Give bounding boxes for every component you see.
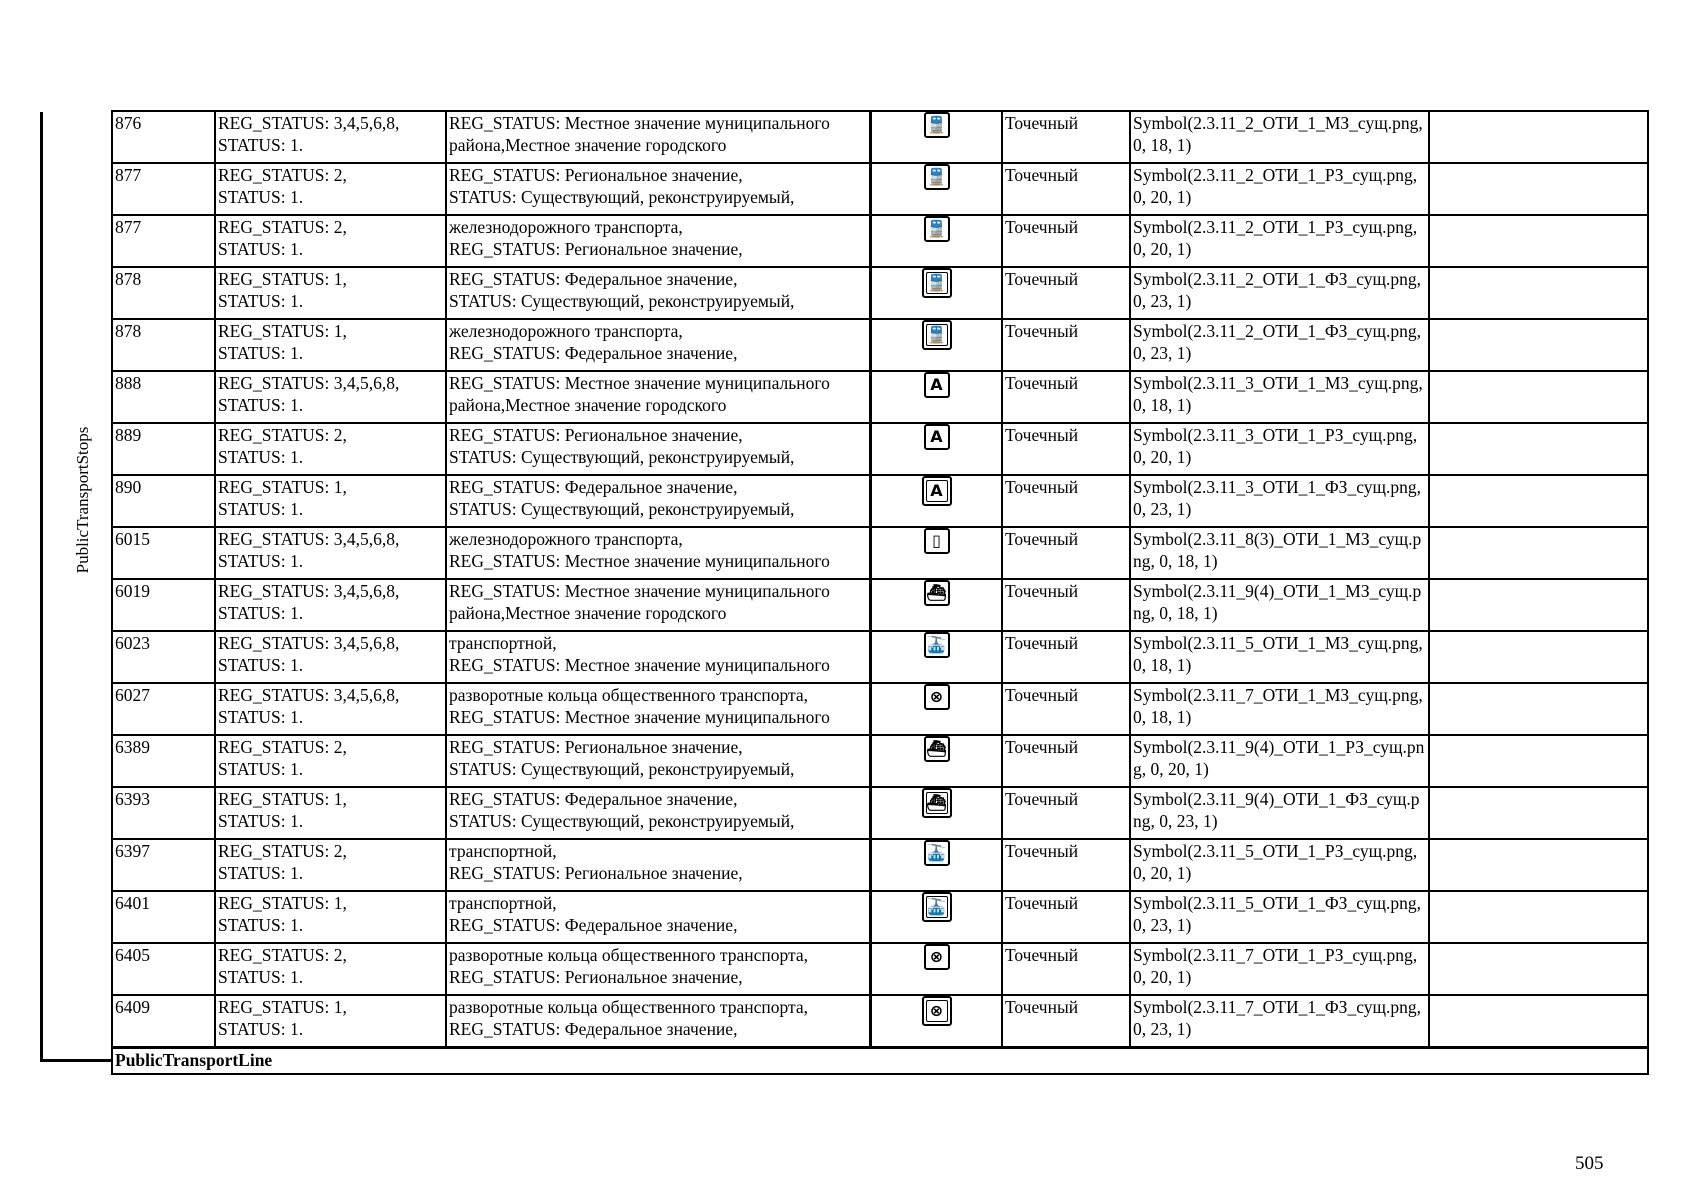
filter-line: REG_STATUS: 2,: [218, 217, 347, 237]
description-line: REG_STATUS: Федеральное значение,: [449, 915, 738, 935]
row-filter: [215, 787, 446, 839]
filter-line: STATUS: 1.: [218, 707, 304, 727]
table-row: [112, 319, 1648, 371]
table-row: [112, 995, 1648, 1048]
description-line: REG_STATUS: Региональное значение,: [449, 737, 743, 757]
description-line: разворотные кольца общественного транспорта,: [449, 945, 809, 965]
filter-line: STATUS: 1.: [218, 1019, 304, 1039]
row-symbol-preview: [871, 215, 1002, 267]
row-symbol-preview: [871, 943, 1002, 995]
bus-stop-a-icon: A: [924, 424, 950, 450]
row-empty-cell: [1429, 163, 1648, 215]
bus-stop-a-icon: A: [922, 476, 952, 506]
description-line: STATUS: Существующий, реконструируемый,: [449, 499, 795, 519]
row-empty-cell: [1429, 111, 1648, 163]
row-symbol-spec: Symbol(2.3.11_2_ОТИ_1_РЗ_сущ.png, 0, 20, 1): [1130, 163, 1429, 215]
row-code: 6019: [112, 579, 215, 631]
row-filter: [215, 943, 446, 995]
row-filter: [215, 215, 446, 267]
row-geometry-type: Точечный: [1002, 423, 1130, 475]
description-line: железнодорожного транспорта,: [449, 217, 683, 237]
row-empty-cell: [1429, 319, 1648, 371]
row-symbol-spec: Symbol(2.3.11_7_ОТИ_1_МЗ_сущ.png, 0, 18, 1): [1130, 683, 1429, 735]
row-symbol-spec: Symbol(2.3.11_7_ОТИ_1_РЗ_сущ.png, 0, 20, 1): [1130, 943, 1429, 995]
filter-line: REG_STATUS: 3,4,5,6,8,: [218, 113, 400, 133]
row-code: 889: [112, 423, 215, 475]
table-row: [112, 163, 1648, 215]
train-icon: 🚆: [924, 112, 950, 138]
row-geometry-type: Точечный: [1002, 995, 1130, 1048]
filter-line: REG_STATUS: 2,: [218, 165, 347, 185]
row-code: 877: [112, 215, 215, 267]
row-description: [446, 891, 871, 943]
row-filter: [215, 319, 446, 371]
filter-line: STATUS: 1.: [218, 915, 304, 935]
row-filter: [215, 683, 446, 735]
row-geometry-type: Точечный: [1002, 579, 1130, 631]
row-symbol-preview: [871, 475, 1002, 527]
row-filter: [215, 371, 446, 423]
table-row: [112, 787, 1648, 839]
row-empty-cell: [1429, 527, 1648, 579]
description-line: разворотные кольца общественного транспорта,: [449, 685, 809, 705]
row-symbol-spec: Symbol(2.3.11_3_ОТИ_1_РЗ_сущ.png, 0, 20, 1): [1130, 423, 1429, 475]
row-description: [446, 319, 871, 371]
row-empty-cell: [1429, 891, 1648, 943]
row-symbol-preview: [871, 267, 1002, 319]
filter-line: STATUS: 1.: [218, 187, 304, 207]
description-line: STATUS: Существующий, реконструируемый,: [449, 447, 795, 467]
row-symbol-spec: Symbol(2.3.11_2_ОТИ_1_МЗ_сущ.png, 0, 18, 1): [1130, 111, 1429, 163]
row-geometry-type: Точечный: [1002, 319, 1130, 371]
row-symbol-spec: Symbol(2.3.11_8(3)_ОТИ_1_МЗ_сущ.png, 0, 18, 1): [1130, 527, 1429, 579]
description-line: транспортной,: [449, 633, 557, 653]
description-line: REG_STATUS: Региональное значение,: [449, 425, 743, 445]
row-empty-cell: [1429, 215, 1648, 267]
description-line: REG_STATUS: Местное значение муниципального: [449, 655, 830, 675]
row-symbol-preview: [871, 995, 1002, 1048]
description-line: района,Местное значение городского: [449, 395, 727, 415]
row-symbol-preview: [871, 423, 1002, 475]
row-empty-cell: [1429, 267, 1648, 319]
row-symbol-preview: [871, 787, 1002, 839]
row-symbol-spec: Symbol(2.3.11_5_ОТИ_1_ФЗ_сущ.png, 0, 23, 1): [1130, 891, 1429, 943]
filter-line: STATUS: 1.: [218, 655, 304, 675]
turnaround-loop-icon: ⊗: [924, 944, 950, 970]
row-filter: [215, 735, 446, 787]
row-symbol-preview: [871, 319, 1002, 371]
description-line: REG_STATUS: Федеральное значение,: [449, 789, 738, 809]
table-row: [112, 891, 1648, 943]
row-geometry-type: Точечный: [1002, 371, 1130, 423]
table-footer-row: [112, 1048, 1648, 1075]
filter-line: STATUS: 1.: [218, 863, 304, 883]
row-description: [446, 111, 871, 163]
row-geometry-type: Точечный: [1002, 111, 1130, 163]
description-line: REG_STATUS: Местное значение муниципального: [449, 551, 830, 571]
cable-car-icon: 🚠: [924, 632, 950, 658]
row-symbol-preview: [871, 683, 1002, 735]
row-geometry-type: Точечный: [1002, 631, 1130, 683]
row-symbol-spec: Symbol(2.3.11_9(4)_ОТИ_1_МЗ_сущ.png, 0, 18, 1): [1130, 579, 1429, 631]
table-row: [112, 943, 1648, 995]
row-code: 6389: [112, 735, 215, 787]
row-code: 6397: [112, 839, 215, 891]
bus-stop-a-icon: A: [924, 372, 950, 398]
description-line: района,Местное значение городского: [449, 603, 727, 623]
row-description: [446, 371, 871, 423]
table-row: [112, 527, 1648, 579]
description-line: REG_STATUS: Региональное значение,: [449, 967, 743, 987]
row-geometry-type: Точечный: [1002, 683, 1130, 735]
row-code: 6027: [112, 683, 215, 735]
filter-line: REG_STATUS: 3,4,5,6,8,: [218, 581, 400, 601]
row-symbol-preview: [871, 371, 1002, 423]
filter-line: STATUS: 1.: [218, 551, 304, 571]
row-symbol-spec: Symbol(2.3.11_3_ОТИ_1_МЗ_сущ.png, 0, 18, 1): [1130, 371, 1429, 423]
row-empty-cell: [1429, 683, 1648, 735]
description-line: района,Местное значение городского: [449, 135, 727, 155]
row-code: 888: [112, 371, 215, 423]
row-description: [446, 475, 871, 527]
table-row: [112, 371, 1648, 423]
row-code: 6015: [112, 527, 215, 579]
table-row: [112, 267, 1648, 319]
row-description: [446, 631, 871, 683]
row-empty-cell: [1429, 423, 1648, 475]
description-line: REG_STATUS: Региональное значение,: [449, 239, 743, 259]
table-row: [112, 683, 1648, 735]
row-description: [446, 163, 871, 215]
page-number: 505: [1575, 1153, 1604, 1174]
row-symbol-spec: Symbol(2.3.11_2_ОТИ_1_ФЗ_сущ.png, 0, 23, 1): [1130, 319, 1429, 371]
row-symbol-preview: [871, 163, 1002, 215]
filter-line: REG_STATUS: 3,4,5,6,8,: [218, 373, 400, 393]
row-empty-cell: [1429, 995, 1648, 1048]
filter-line: STATUS: 1.: [218, 499, 304, 519]
row-geometry-type: Точечный: [1002, 527, 1130, 579]
filter-line: STATUS: 1.: [218, 343, 304, 363]
filter-line: STATUS: 1.: [218, 291, 304, 311]
description-line: REG_STATUS: Местное значение муниципального: [449, 581, 830, 601]
filter-line: STATUS: 1.: [218, 967, 304, 987]
row-geometry-type: Точечный: [1002, 943, 1130, 995]
description-line: REG_STATUS: Местное значение муниципального: [449, 707, 830, 727]
symbol-table: [111, 110, 1649, 1075]
row-empty-cell: [1429, 579, 1648, 631]
row-filter: [215, 891, 446, 943]
row-symbol-spec: Symbol(2.3.11_9(4)_ОТИ_1_ФЗ_сущ.png, 0, 23, 1): [1130, 787, 1429, 839]
row-filter: [215, 631, 446, 683]
row-description: [446, 527, 871, 579]
row-geometry-type: Точечный: [1002, 475, 1130, 527]
description-line: REG_STATUS: Федеральное значение,: [449, 343, 738, 363]
row-geometry-type: Точечный: [1002, 891, 1130, 943]
row-symbol-spec: Symbol(2.3.11_5_ОТИ_1_РЗ_сущ.png, 0, 20, 1): [1130, 839, 1429, 891]
description-line: REG_STATUS: Местное значение муниципального: [449, 113, 830, 133]
row-code: 6401: [112, 891, 215, 943]
table-row: [112, 579, 1648, 631]
filter-line: REG_STATUS: 3,4,5,6,8,: [218, 633, 400, 653]
table-row: [112, 111, 1648, 163]
description-line: REG_STATUS: Федеральное значение,: [449, 477, 738, 497]
description-line: железнодорожного транспорта,: [449, 321, 683, 341]
row-description: [446, 267, 871, 319]
row-symbol-spec: Symbol(2.3.11_7_ОТИ_1_ФЗ_сущ.png, 0, 23, 1): [1130, 995, 1429, 1048]
filter-line: REG_STATUS: 2,: [218, 841, 347, 861]
filter-line: REG_STATUS: 1,: [218, 893, 347, 913]
train-icon: 🚆: [924, 216, 950, 242]
row-code: 6023: [112, 631, 215, 683]
description-line: REG_STATUS: Региональное значение,: [449, 165, 743, 185]
filter-line: REG_STATUS: 1,: [218, 997, 347, 1017]
row-symbol-preview: [871, 527, 1002, 579]
ferry-icon: ⛴: [922, 788, 952, 818]
footer-section-label: PublicTransportLine: [112, 1048, 1648, 1075]
row-symbol-spec: Symbol(2.3.11_2_ОТИ_1_ФЗ_сущ.png, 0, 23, 1): [1130, 267, 1429, 319]
filter-line: REG_STATUS: 1,: [218, 477, 347, 497]
row-filter: [215, 839, 446, 891]
filter-line: STATUS: 1.: [218, 811, 304, 831]
filter-line: REG_STATUS: 1,: [218, 789, 347, 809]
row-code: 6393: [112, 787, 215, 839]
row-code: 877: [112, 163, 215, 215]
filter-line: STATUS: 1.: [218, 603, 304, 623]
section-bracket-line: [40, 112, 43, 1062]
station-icon: ▯: [924, 528, 950, 554]
row-filter: [215, 111, 446, 163]
description-line: STATUS: Существующий, реконструируемый,: [449, 811, 795, 831]
row-symbol-spec: Symbol(2.3.11_3_ОТИ_1_ФЗ_сущ.png, 0, 23, 1): [1130, 475, 1429, 527]
row-code: 6405: [112, 943, 215, 995]
ferry-icon: ⛴: [924, 580, 950, 606]
row-empty-cell: [1429, 839, 1648, 891]
row-empty-cell: [1429, 475, 1648, 527]
description-line: железнодорожного транспорта,: [449, 529, 683, 549]
ferry-icon: ⛴: [924, 736, 950, 762]
description-line: транспортной,: [449, 893, 557, 913]
description-line: транспортной,: [449, 841, 557, 861]
row-symbol-preview: [871, 839, 1002, 891]
table-row: [112, 423, 1648, 475]
row-filter: [215, 475, 446, 527]
row-geometry-type: Точечный: [1002, 163, 1130, 215]
row-description: [446, 683, 871, 735]
section-label: PublicTransportStops: [73, 426, 92, 574]
row-filter: [215, 527, 446, 579]
row-description: [446, 839, 871, 891]
row-description: [446, 943, 871, 995]
table-row: [112, 735, 1648, 787]
row-symbol-spec: Symbol(2.3.11_2_ОТИ_1_РЗ_сущ.png, 0, 20, 1): [1130, 215, 1429, 267]
train-icon: 🚆: [924, 164, 950, 190]
description-line: REG_STATUS: Федеральное значение,: [449, 269, 738, 289]
table-body: [112, 111, 1648, 1048]
filter-line: STATUS: 1.: [218, 135, 304, 155]
row-filter: [215, 163, 446, 215]
table-row: [112, 215, 1648, 267]
row-filter: [215, 579, 446, 631]
row-code: 876: [112, 111, 215, 163]
row-filter: [215, 267, 446, 319]
row-geometry-type: Точечный: [1002, 215, 1130, 267]
row-code: 878: [112, 319, 215, 371]
row-empty-cell: [1429, 787, 1648, 839]
table-row: [112, 839, 1648, 891]
row-symbol-spec: Symbol(2.3.11_5_ОТИ_1_МЗ_сущ.png, 0, 18, 1): [1130, 631, 1429, 683]
filter-line: STATUS: 1.: [218, 395, 304, 415]
row-empty-cell: [1429, 371, 1648, 423]
description-line: разворотные кольца общественного транспорта,: [449, 997, 809, 1017]
filter-line: REG_STATUS: 3,4,5,6,8,: [218, 529, 400, 549]
row-geometry-type: Точечный: [1002, 267, 1130, 319]
turnaround-loop-icon: ⊗: [922, 996, 952, 1026]
filter-line: STATUS: 1.: [218, 447, 304, 467]
description-line: STATUS: Существующий, реконструируемый,: [449, 759, 795, 779]
description-line: REG_STATUS: Региональное значение,: [449, 863, 743, 883]
row-empty-cell: [1429, 735, 1648, 787]
filter-line: STATUS: 1.: [218, 759, 304, 779]
filter-line: REG_STATUS: 3,4,5,6,8,: [218, 685, 400, 705]
row-description: [446, 579, 871, 631]
section-bracket-bottom: [40, 1059, 112, 1062]
train-icon: 🚆: [922, 320, 952, 350]
row-description: [446, 423, 871, 475]
row-filter: [215, 423, 446, 475]
description-line: REG_STATUS: Местное значение муниципального: [449, 373, 830, 393]
table-row: [112, 475, 1648, 527]
cable-car-icon: 🚠: [922, 892, 952, 922]
row-filter: [215, 995, 446, 1048]
row-geometry-type: Точечный: [1002, 787, 1130, 839]
table-row: [112, 631, 1648, 683]
row-symbol-preview: [871, 579, 1002, 631]
filter-line: REG_STATUS: 2,: [218, 945, 347, 965]
filter-line: REG_STATUS: 1,: [218, 269, 347, 289]
filter-line: REG_STATUS: 1,: [218, 321, 347, 341]
row-description: [446, 787, 871, 839]
filter-line: REG_STATUS: 2,: [218, 425, 347, 445]
description-line: REG_STATUS: Федеральное значение,: [449, 1019, 738, 1039]
description-line: STATUS: Существующий, реконструируемый,: [449, 187, 795, 207]
filter-line: STATUS: 1.: [218, 239, 304, 259]
row-symbol-preview: [871, 631, 1002, 683]
row-empty-cell: [1429, 943, 1648, 995]
row-symbol-preview: [871, 891, 1002, 943]
row-code: 878: [112, 267, 215, 319]
train-icon: 🚆: [922, 268, 952, 298]
turnaround-loop-icon: ⊗: [924, 684, 950, 710]
row-code: 6409: [112, 995, 215, 1048]
row-symbol-spec: Symbol(2.3.11_9(4)_ОТИ_1_РЗ_сущ.png, 0, 20, 1): [1130, 735, 1429, 787]
row-geometry-type: Точечный: [1002, 735, 1130, 787]
row-description: [446, 735, 871, 787]
row-symbol-preview: [871, 735, 1002, 787]
description-line: STATUS: Существующий, реконструируемый,: [449, 291, 795, 311]
row-empty-cell: [1429, 631, 1648, 683]
row-description: [446, 995, 871, 1048]
row-code: 890: [112, 475, 215, 527]
cable-car-icon: 🚠: [924, 840, 950, 866]
row-geometry-type: Точечный: [1002, 839, 1130, 891]
row-description: [446, 215, 871, 267]
row-symbol-preview: [871, 111, 1002, 163]
filter-line: REG_STATUS: 2,: [218, 737, 347, 757]
